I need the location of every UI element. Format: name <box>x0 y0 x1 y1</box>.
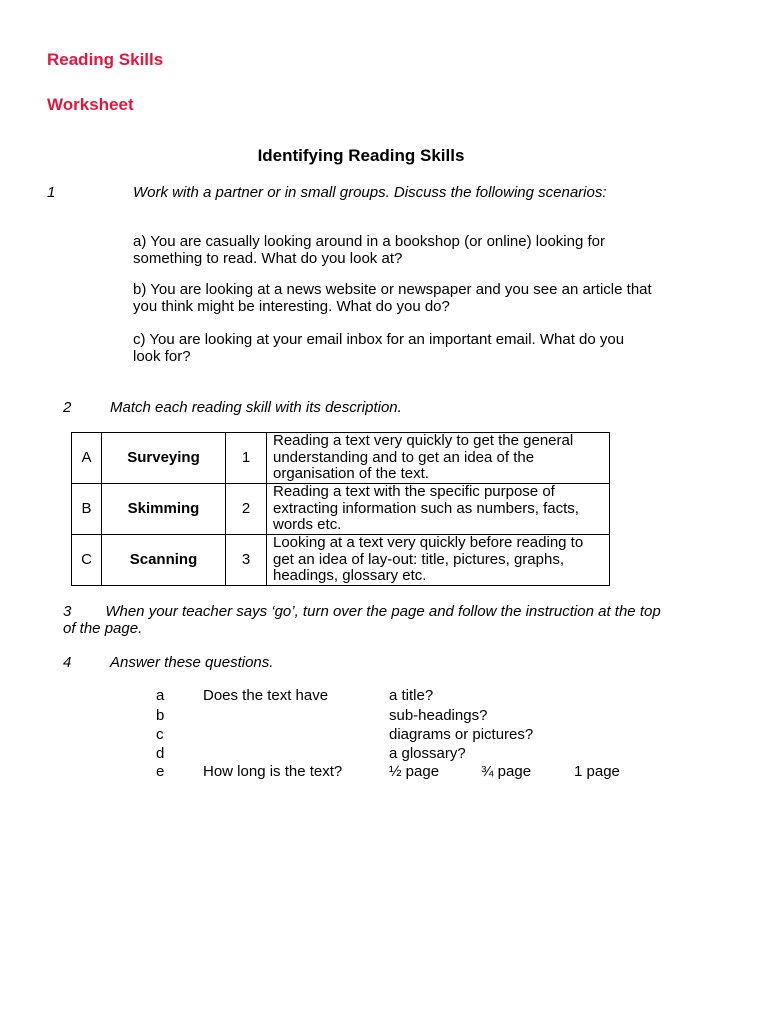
q4-item-option: 1 page <box>574 763 620 780</box>
q4-item-option: sub-headings? <box>389 707 488 724</box>
header-worksheet: Worksheet <box>47 95 134 114</box>
row-letter: A <box>72 433 102 484</box>
q2-instruction: Match each reading skill with its description. <box>110 399 402 416</box>
q4-item-letter: a <box>156 687 165 704</box>
q4-item-question: How long is the text? <box>203 763 343 780</box>
q1-number: 1 <box>47 184 56 201</box>
skill-description: Looking at a text very quickly before reading to get an idea of lay-out: title, pictures, graphs, headings, glossary etc. <box>267 535 610 586</box>
q3-instruction: When your teacher says ‘go’, turn over the page and follow the instruction at the top of the page. <box>63 603 661 637</box>
q4-item-option: diagrams or pictures? <box>389 726 534 743</box>
q3-block <box>63 603 663 637</box>
matching-table <box>71 432 610 586</box>
header-reading-skills: Reading Skills <box>47 50 164 69</box>
skill-name: Skimming <box>102 484 226 535</box>
q3-number: 3 <box>63 603 72 620</box>
skill-name: Surveying <box>102 433 226 484</box>
q4-item-letter: d <box>156 745 165 762</box>
q4-item-letter: c <box>156 726 164 743</box>
q4-item-question: Does the text have <box>203 687 329 704</box>
row-number: 3 <box>226 535 267 586</box>
skill-description: Reading a text very quickly to get the general understanding and to get an idea of the organisation of the text. <box>267 433 610 484</box>
row-number: 2 <box>226 484 267 535</box>
q1-scenario-a: a) You are casually looking around in a bookshop (or online) looking for something to read. What do you look at? <box>133 233 605 267</box>
q4-instruction: Answer these questions. <box>110 654 274 671</box>
q4-item-option: a glossary? <box>389 745 466 762</box>
q4-item-option: ¾ page <box>481 763 532 780</box>
table-row <box>72 484 610 535</box>
q2-number: 2 <box>63 399 72 416</box>
row-number: 1 <box>226 433 267 484</box>
row-letter: B <box>72 484 102 535</box>
page-title: Identifying Reading Skills <box>257 146 465 165</box>
table-row <box>72 433 610 484</box>
skill-description: Reading a text with the specific purpose of extracting information such as numbers, facts, words etc. <box>267 484 610 535</box>
q4-item-option: ½ page <box>389 763 440 780</box>
q4-number: 4 <box>63 654 72 671</box>
row-letter: C <box>72 535 102 586</box>
table-row <box>72 535 610 586</box>
skill-name: Scanning <box>102 535 226 586</box>
q4-item-option: a title? <box>389 687 434 704</box>
q4-item-letter: b <box>156 707 165 724</box>
q1-scenario-b: b) You are looking at a news website or newspaper and you see an article that you think might be interesting. What do you do? <box>133 281 652 315</box>
q4-item-letter: e <box>156 763 165 780</box>
q1-instruction: Work with a partner or in small groups. Discuss the following scenarios: <box>133 184 607 201</box>
q1-scenario-c: c) You are looking at your email inbox for an important email. What do you look for? <box>133 331 625 365</box>
